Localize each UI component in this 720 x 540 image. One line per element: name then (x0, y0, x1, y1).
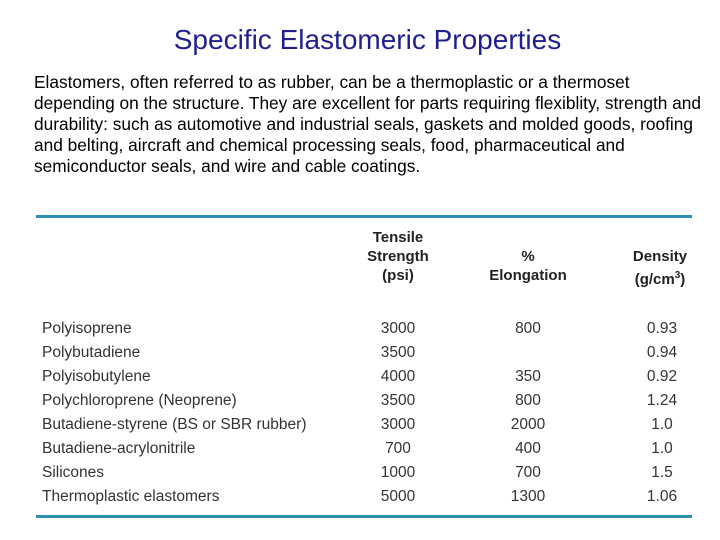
elongation-value: 2000 (510, 416, 546, 433)
table-row (36, 462, 692, 486)
tensile-strength-value: 4000 (380, 368, 416, 385)
properties-table (36, 222, 692, 512)
tensile-strength-value: 3000 (380, 416, 416, 433)
density-value: 1.5 (651, 464, 673, 481)
table-top-rule (36, 215, 692, 218)
tensile-strength-value: 3500 (380, 344, 416, 361)
header-line: % (521, 248, 535, 265)
table-row (36, 414, 692, 438)
table-bottom-rule (36, 515, 692, 518)
table-row (36, 390, 692, 414)
table-row (36, 366, 692, 390)
header-line: Density (632, 248, 688, 265)
slide-title: Specific Elastomeric Properties (173, 24, 562, 55)
table-row (36, 318, 692, 342)
tensile-strength-value: 1000 (380, 464, 416, 481)
elongation-value: 350 (515, 368, 541, 385)
header-superscript: 3 (674, 270, 681, 281)
material-name: Silicones (42, 464, 105, 481)
density-value: 0.94 (646, 344, 678, 361)
header-line (624, 266, 696, 289)
material-name: Polybutadiene (42, 344, 141, 361)
tensile-strength-value: 3500 (380, 392, 416, 409)
density-value: 1.0 (651, 440, 673, 457)
intro-paragraph: Elastomers, often referred to as rubber, can be a thermoplastic or a thermoset depending on the structure. They are excellent for parts requiring flexiblity, strength and durability: such as automotive and industrial seals, gaskets and molded goods, roofing and belting, aircraft and chemical processing seals, food, pharmaceutical and semiconductor seals, and wire and cable coatings. (34, 72, 701, 176)
header-tensile-strength (354, 228, 442, 285)
elongation-value: 1300 (510, 488, 546, 505)
header-line: Strength (367, 248, 429, 265)
header-unit: (g/cm (634, 271, 675, 288)
elongation-value: 800 (515, 320, 541, 337)
density-value: 0.93 (646, 320, 678, 337)
table-body (36, 318, 692, 510)
table-row (36, 342, 692, 366)
density-value: 0.92 (646, 368, 678, 385)
tensile-strength-value: 700 (385, 440, 411, 457)
header-line: Elongation (489, 267, 567, 284)
header-paren: ) (680, 271, 686, 288)
density-value: 1.06 (646, 488, 678, 505)
table-row (36, 486, 692, 510)
elongation-value: 700 (515, 464, 541, 481)
header-elongation (480, 247, 576, 285)
tensile-strength-value: 3000 (380, 320, 416, 337)
material-name: Thermoplastic elastomers (42, 488, 220, 505)
elongation-value: 800 (515, 392, 541, 409)
material-name: Polyisoprene (42, 320, 132, 337)
header-density (624, 247, 696, 289)
material-name: Butadiene-acrylonitrile (42, 440, 196, 457)
header-line: Tensile (372, 229, 424, 246)
material-name: Polyisobutylene (42, 368, 151, 385)
elongation-value: 400 (515, 440, 541, 457)
density-value: 1.0 (651, 416, 673, 433)
material-name: Polychloroprene (Neoprene) (42, 392, 237, 409)
material-name: Butadiene-styrene (BS or SBR rubber) (42, 416, 307, 433)
table-row (36, 438, 692, 462)
density-value: 1.24 (646, 392, 678, 409)
tensile-strength-value: 5000 (380, 488, 416, 505)
header-line: (psi) (382, 267, 414, 284)
